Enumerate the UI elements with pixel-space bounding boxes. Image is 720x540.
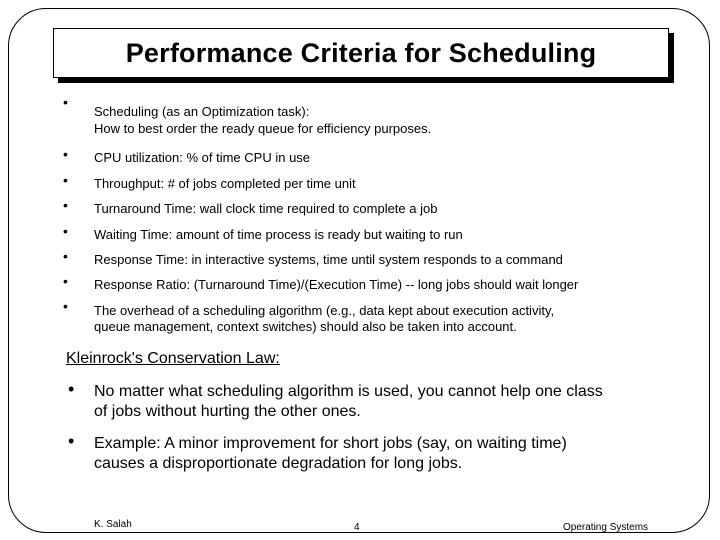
criterion-text: [94, 201, 437, 216]
criterion-text: [94, 303, 554, 334]
bullet-icon: •: [63, 248, 68, 264]
criterion-line: Response Time: in interactive systems, time until system responds to a command: [94, 252, 563, 267]
bullet-icon: •: [63, 94, 68, 110]
criterion-line: How to best order the ready queue for efficiency purposes.: [94, 121, 432, 136]
slide-title: Performance Criteria for Scheduling: [125, 37, 597, 68]
criterion-line: The overhead of a scheduling algorithm (e.g., data kept about execution activity,: [94, 303, 555, 318]
footer-page-number: 4: [354, 522, 360, 533]
criterion-text: [94, 176, 356, 191]
footer-author: K. Salah: [94, 519, 132, 530]
criterion-line: queue management, context switches) should also be taken into account.: [94, 319, 517, 334]
criterion-text: [94, 277, 578, 292]
law-point-text: [94, 434, 567, 474]
bullet-icon: •: [63, 273, 68, 289]
bullet-icon: •: [68, 431, 75, 451]
law-heading: Kleinrock's Conservation Law:: [66, 350, 280, 367]
law-point-line: of jobs without hurting the other ones.: [94, 403, 361, 420]
bullet-icon: •: [63, 298, 68, 314]
bullet-icon: •: [63, 172, 68, 188]
law-point-line: No matter what scheduling algorithm is used, you cannot help one class: [94, 383, 603, 400]
criterion-line: Throughput: # of jobs completed per time unit: [94, 176, 356, 191]
criterion-text: [94, 227, 463, 242]
criterion-line: Turnaround Time: wall clock time required to complete a job: [94, 201, 438, 216]
bullet-icon: •: [68, 379, 75, 399]
law-point-line: causes a disproportionate degradation for long jobs.: [94, 455, 463, 472]
criterion-line: Waiting Time: amount of time process is ready but waiting to run: [94, 227, 463, 242]
criterion-text: [94, 150, 310, 165]
criterion-line: Response Ratio: (Turnaround Time)/(Execution Time) -- long jobs should wait longer: [94, 277, 579, 292]
bullet-icon: •: [63, 197, 68, 213]
law-point-text: [94, 382, 603, 422]
bullet-icon: •: [63, 223, 68, 239]
law-point-line: Example: A minor improvement for short jobs (say, on waiting time): [94, 435, 567, 452]
footer-course: Operating Systems: [563, 522, 649, 533]
bullet-icon: •: [63, 146, 68, 162]
criterion-text: [94, 252, 563, 267]
criterion-line: Scheduling (as an Optimization task):: [94, 104, 310, 119]
criterion-line: CPU utilization: % of time CPU in use: [94, 150, 311, 165]
criterion-text: [94, 104, 431, 136]
